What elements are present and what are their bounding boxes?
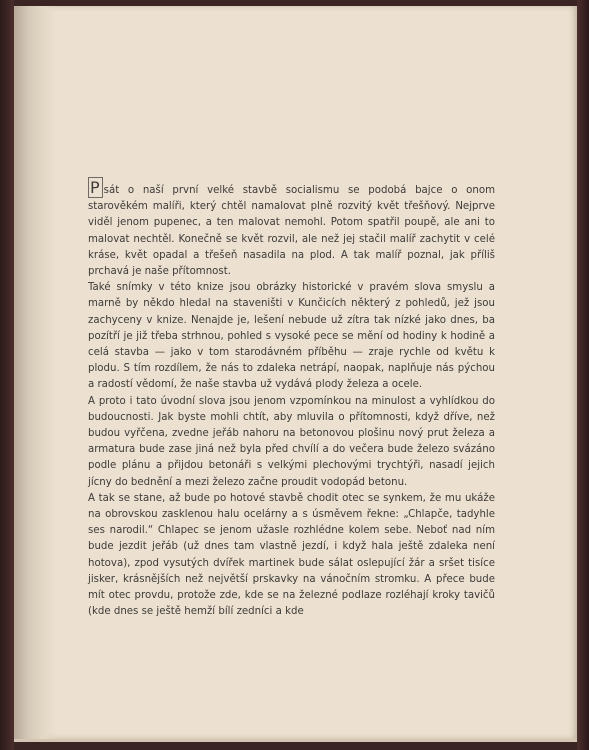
paragraph-4: A tak se stane, až bude po hotové stavbě chodit otec se synkem, že mu ukáže na obrovskou zasklenou halu ocelárny a s úsměvem řekne: „Chlapče, tadyhle ses narodil.“ Chlapec se jenom užasle rozhlédne kolem sebe. Neboť nad ním bude jezdit jeřáb (už dnes tam vlastně jezdí, i když hala ještě zdaleka není hotova), zpod vysutých dvířek martinek bude sálat oslepující žár a sršet tisíce jisker, krásnějších než největší prskavky na vánočním stromku. A přece bude mít otec provdu, protože zde, kde se na železné podlaze rozléhají kroky tavičů (kde dnes se ještě hemží bílí zedníci a kde xyxy=(88,492,495,618)
book-cover-right-edge xyxy=(577,0,589,750)
paragraph-2: Také snímky v této knize jsou obrázky historické v pravém slova smyslu a marně by někdo hledal na staveništi v Kunčicích některý z pohledů, jež jsou zachyceny v knize. Nenajde je, lešení nebude už zítra tak nízké jako dnes, ba pozítří je již třeba strhnou, pohled s vysoké pece se mění od hodiny k hodině a celá stavba — jako v tom starodávném příběhu — zraje rychle od květu k plodu. S tím rozdílem, že nás to zdaleka netrápí, naopak, naplňuje nás pýchou a radostí vědomí, že naše stavba už vydává plody železa a ocele. xyxy=(88,282,495,391)
paragraph-1: Psát o naší první velké stavbě socialismu se podobá bajce o onom starověkém malíři, který chtěl namalovat plně rozvitý květ třešňový. Nejprve viděl jenom pupenec, a ten malovat nemohl. Potom spatřil poupě, ale ani to malovat nechtěl. Konečně se květ rozvil, ale než jej stačil malíř zachytit v celé kráse, květ opadal a třešeň nasadila na plod. A tak malíř poznal, jak příliš prchavá je naše přítomnost. xyxy=(88,178,495,278)
paragraph-3: A proto i tato úvodní slova jsou jenom vzpomínkou na minulost a vyhlídkou do budoucnosti. Jak byste mohli chtít, aby mluvila o přítomnosti, když dříve, než budou vyřčena, zvedne jeřáb nahoru na betonovou plošinu nový prut železa a armatura bude zase jiná než byla před chvílí a do večera bude železo svázáno podle plánu a přijdou betonáři s velkými plechovými trychtýři, nasadí jejich jícny do bednění a mezi železo začne proudit vodopád betonu. xyxy=(88,395,495,488)
page-bottom-edge xyxy=(14,739,577,742)
body-text xyxy=(88,180,495,620)
book-cover-left-edge xyxy=(0,0,14,750)
binding-gutter-shadow xyxy=(14,6,56,739)
